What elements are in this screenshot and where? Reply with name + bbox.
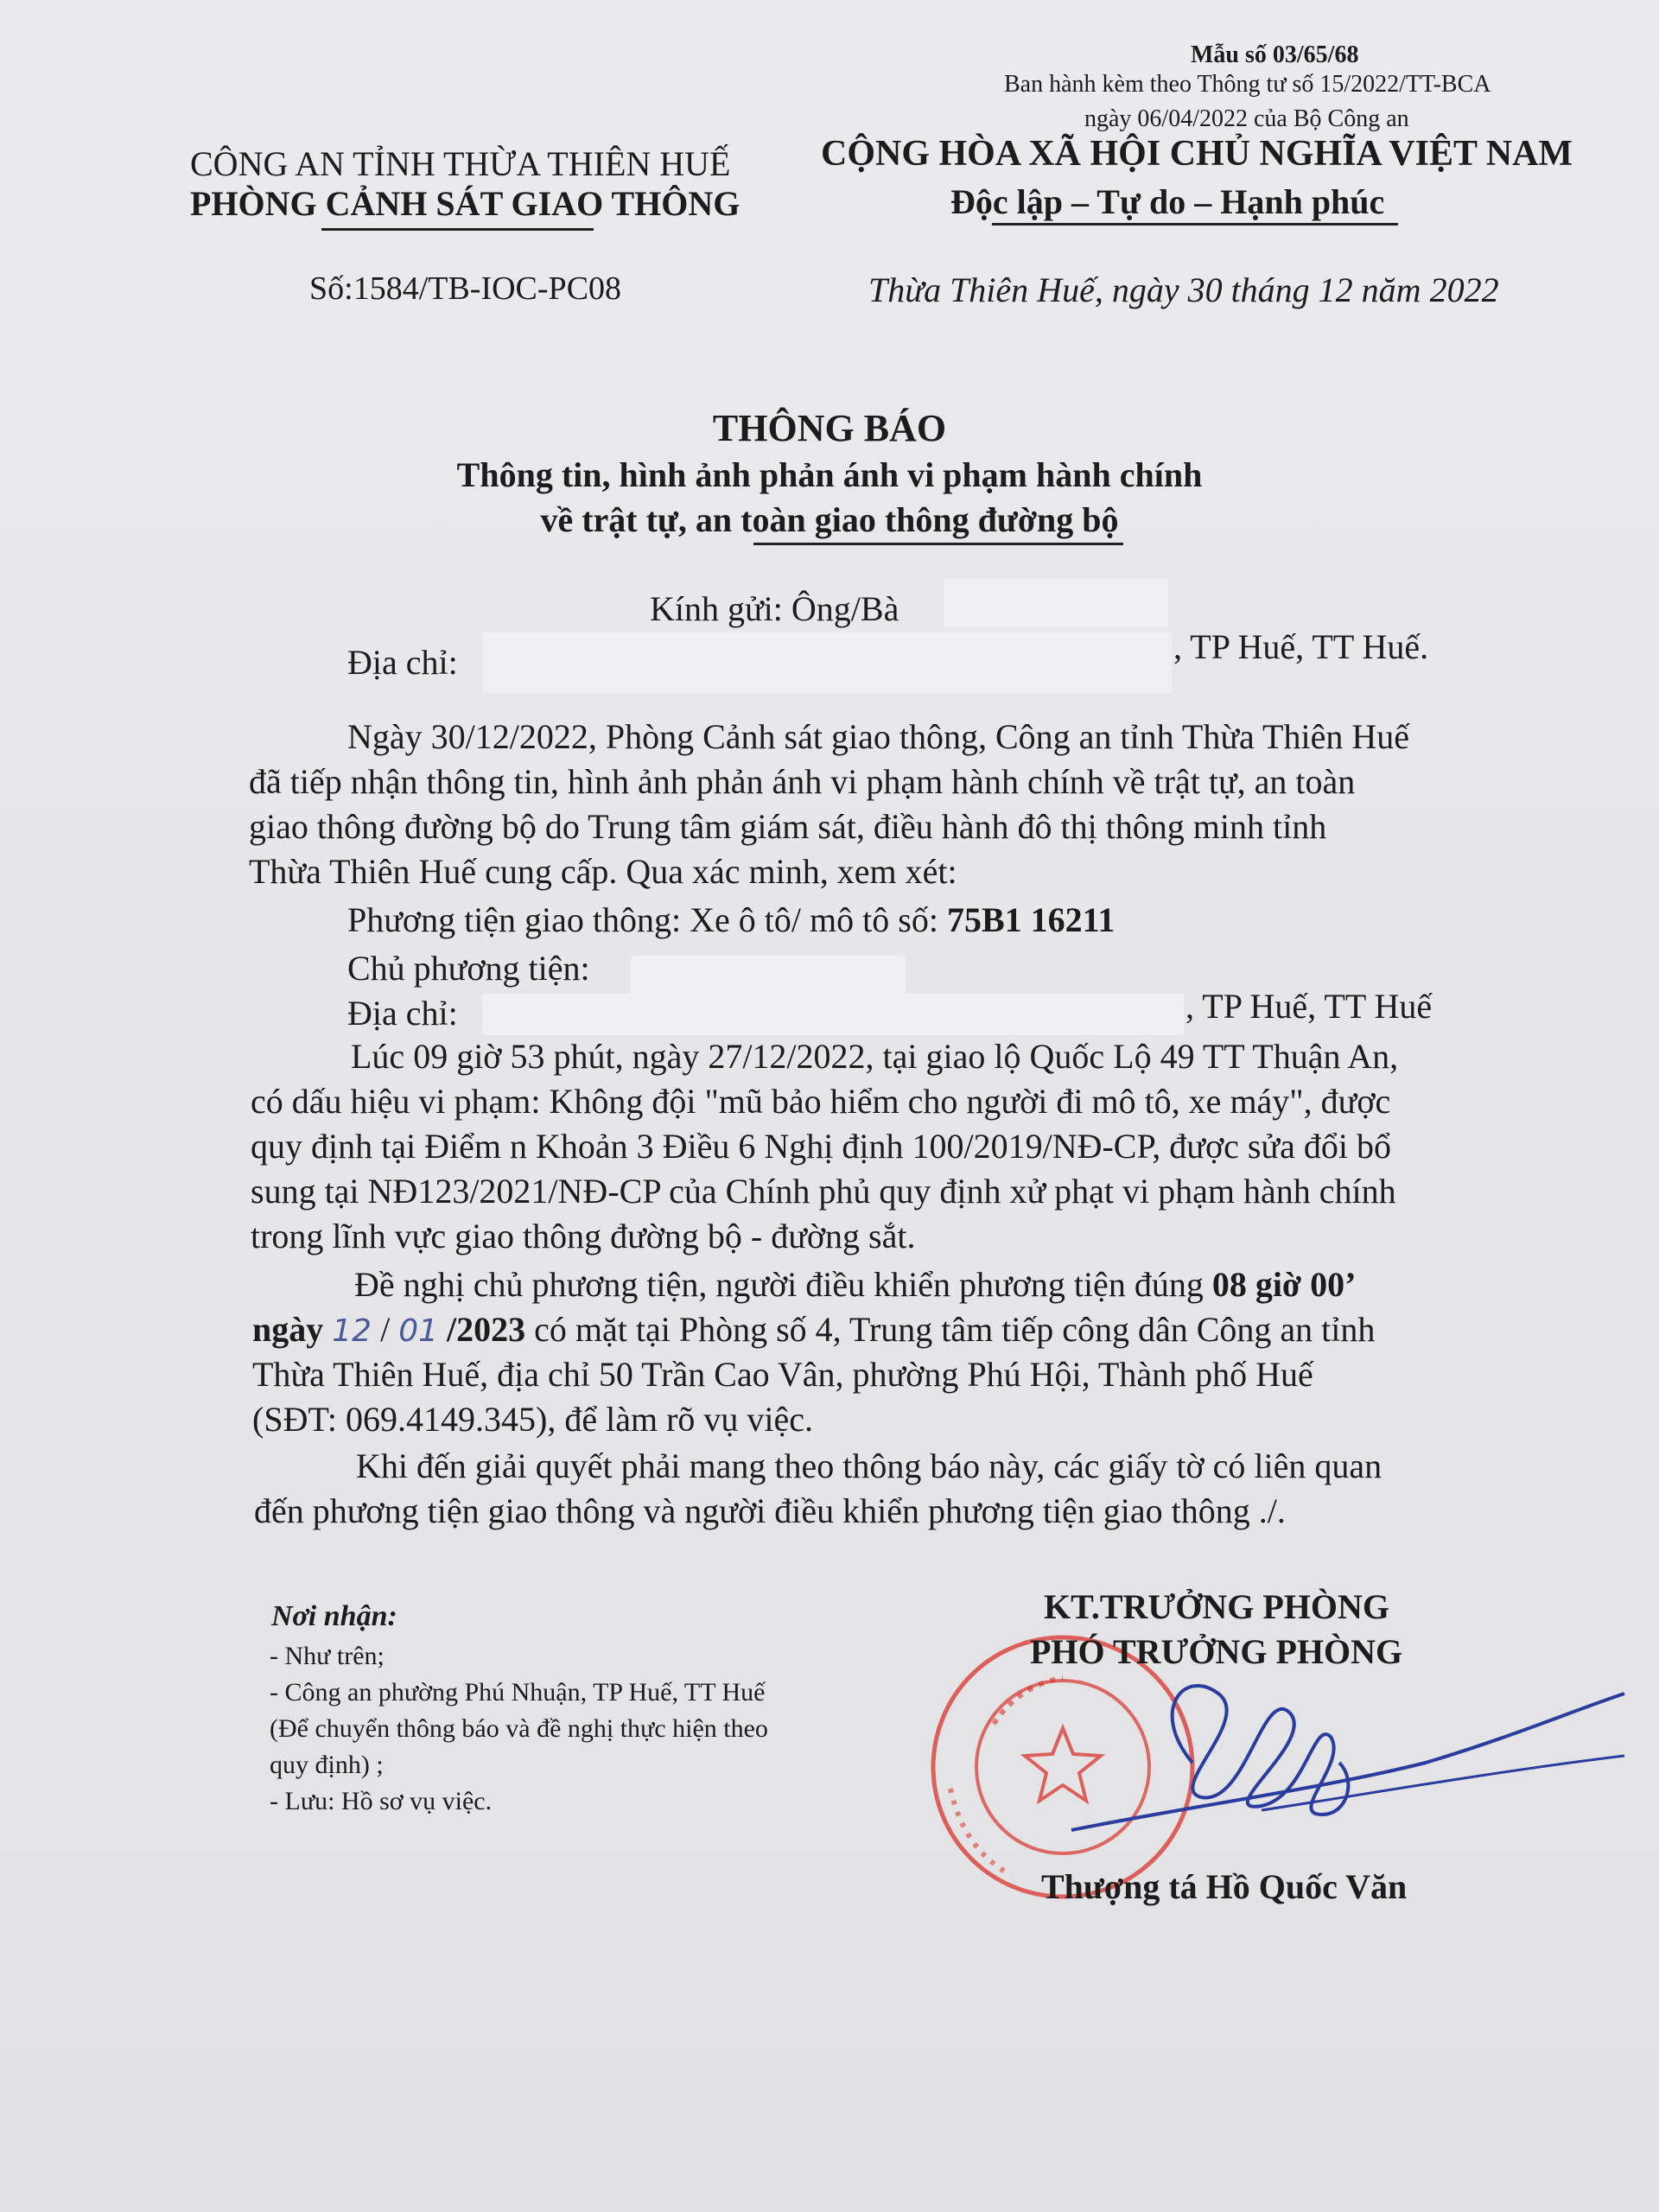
paragraph-2-line-5: trong lĩnh vực giao thông đường bộ - đường sắt. — [251, 1217, 916, 1255]
signature-title-1: KT.TRƯỞNG PHÒNG — [1044, 1587, 1389, 1626]
signer-name: Thượng tá Hồ Quốc Văn — [1041, 1867, 1408, 1906]
paragraph-3-line-1 — [354, 1263, 1356, 1306]
recipients-title: Nơi nhận: — [271, 1600, 397, 1632]
recipient-item-5: - Lưu: Hồ sơ vụ việc. — [270, 1787, 493, 1815]
signature-underline-stroke — [1262, 1756, 1624, 1810]
salutation: Kính gửi: Ông/Bà — [650, 589, 899, 628]
document-subtitle-2: về trật tự, an toàn giao thông đường bộ — [540, 500, 1119, 539]
agency-name: PHÒNG CẢNH SÁT GIAO THÔNG — [190, 184, 741, 223]
owner-label: Chủ phương tiện: — [347, 949, 590, 988]
handwritten-day: 12 — [332, 1313, 372, 1349]
paragraph-1-line-2: đã tiếp nhận thông tin, hình ảnh phản ánh vi phạm hành chính về trật tự, an toàn — [249, 762, 1356, 801]
recipient-address-suffix: , TP Huế, TT Huế. — [1173, 627, 1429, 666]
document-subtitle-1: Thông tin, hình ảnh phản ánh vi phạm hành chính — [456, 455, 1203, 494]
paragraph-1-line-3: giao thông đường bộ do Trung tâm giám sát, điều hành đô thị thông minh tỉnh — [249, 807, 1327, 846]
handwritten-month: 01 — [398, 1313, 438, 1349]
national-motto: Độc lập – Tự do – Hạnh phúc — [950, 182, 1385, 221]
paragraph-2-line-4: sung tại NĐ123/2021/NĐ-CP của Chính phủ quy định xử phạt vi phạm hành chính — [251, 1172, 1396, 1211]
paragraph-1-line-1: Ngày 30/12/2022, Phòng Cảnh sát giao thông, Công an tỉnh Thừa Thiên Huế — [347, 717, 1409, 756]
seal-text-arc-lower — [950, 1789, 1011, 1875]
paragraph-3-line-2: ngày 12 / 01 /2023 có mặt tại Phòng số 4, Trung tâm tiếp công dân Công an tỉnh — [252, 1310, 1376, 1349]
paragraph-3-line-4: (SĐT: 069.4149.345), để làm rõ vụ việc. — [252, 1400, 814, 1439]
recipient-item-1: - Như trên; — [270, 1642, 385, 1670]
document-title: THÔNG BÁO — [712, 407, 947, 449]
paragraph-3-line-1-text: Đề nghị chủ phương tiện, người điều khiển phương tiện đúng — [354, 1265, 1204, 1304]
form-issued-line-1: Ban hành kèm theo Thông tư số 15/2022/TT-BCA — [1004, 71, 1491, 98]
redacted-recipient-address — [482, 632, 1172, 693]
motto-underline — [992, 223, 1398, 226]
owner-address-suffix: , TP Huế, TT Huế — [1185, 987, 1433, 1026]
form-number: Mẫu số 03/65/68 — [1191, 41, 1359, 68]
paragraph-2-line-2: có dấu hiệu vi phạm: Không đội "mũ bảo hiểm cho người đi mô tô, xe máy", được — [251, 1082, 1391, 1121]
paragraph-4-line-1: Khi đến giải quyết phải mang theo thông báo này, các giấy tờ có liên quan — [356, 1446, 1382, 1485]
redacted-owner-name — [631, 956, 906, 997]
appointment-time: 08 giờ 00’ — [1211, 1265, 1357, 1304]
document-number: Số:1584/TB-IOC-PC08 — [309, 270, 622, 307]
redacted-recipient-name — [944, 579, 1168, 627]
paragraph-3-line-3: Thừa Thiên Huế, địa chỉ 50 Trần Cao Vân, phường Phú Hội, Thành phố Huế — [252, 1355, 1313, 1394]
vehicle-line — [347, 899, 1115, 942]
appointment-year: /2023 — [447, 1310, 526, 1349]
document-date: Thừa Thiên Huế, ngày 30 tháng 12 năm 2022 — [868, 270, 1499, 309]
signature-title-2: PHÓ TRƯỞNG PHÒNG — [1030, 1632, 1403, 1671]
seal-text-arc — [994, 1678, 1063, 1724]
paragraph-3-line-2-text: có mặt tại Phòng số 4, Trung tâm tiếp công dân Công an tỉnh — [534, 1310, 1376, 1349]
paragraph-2-line-1: Lúc 09 giờ 53 phút, ngày 27/12/2022, tại giao lộ Quốc Lộ 49 TT Thuận An, — [351, 1037, 1399, 1076]
agency-parent: CÔNG AN TỈNH THỪA THIÊN HUẾ — [190, 144, 731, 183]
vehicle-plate: 75B1 16211 — [946, 900, 1116, 939]
handwritten-signature — [1063, 1642, 1633, 1866]
country-name: CỘNG HÒA XÃ HỘI CHỦ NGHĨA VIỆT NAM — [821, 134, 1573, 174]
recipient-item-4: quy định) ; — [270, 1751, 384, 1779]
owner-address-label: Địa chỉ: — [347, 994, 458, 1033]
agency-underline — [321, 228, 594, 231]
recipient-address-label: Địa chỉ: — [347, 643, 458, 682]
paragraph-1-line-4: Thừa Thiên Huế cung cấp. Qua xác minh, xem xét: — [249, 852, 957, 891]
signature-stroke — [1071, 1694, 1624, 1830]
recipient-item-3: (Để chuyển thông báo và đề nghị thực hiện theo — [270, 1714, 768, 1743]
redacted-owner-address — [482, 994, 1184, 1035]
subtitle-underline — [753, 543, 1123, 545]
paragraph-2-line-3: quy định tại Điểm n Khoản 3 Điều 6 Nghị định 100/2019/NĐ-CP, được sửa đổi bổ — [251, 1127, 1391, 1166]
form-issued-line-2: ngày 06/04/2022 của Bộ Công an — [1084, 105, 1409, 132]
appointment-day-label: ngày — [252, 1310, 324, 1349]
paragraph-4-line-2: đến phương tiện giao thông và người điều khiển phương tiện giao thông ./. — [254, 1491, 1286, 1530]
recipient-item-2: - Công an phường Phú Nhuận, TP Huế, TT Huế — [270, 1678, 766, 1707]
vehicle-label: Phương tiện giao thông: Xe ô tô/ mô tô số: — [347, 900, 938, 939]
